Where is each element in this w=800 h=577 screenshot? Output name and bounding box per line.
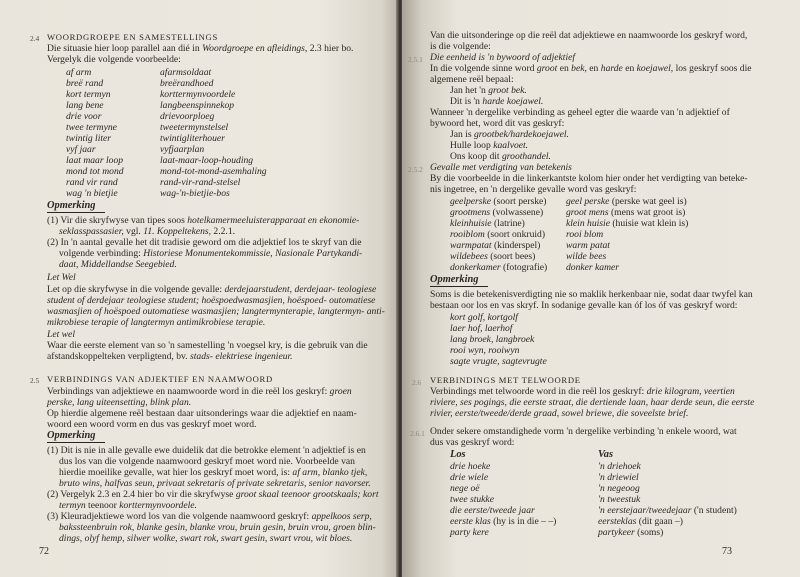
example-right: laat-maar-loop-houding [160,155,254,166]
example-left: drie wiele [450,472,489,483]
subsection-heading: Gevalle met verdigting van betekenis [430,162,572,173]
example-right: warm patat [566,240,610,251]
body-line: algemene reël bepaal: [430,74,514,85]
body-line: Verbindings van adjektiewe en naamwoorde word in die reël los geskryf: groen [47,386,352,397]
example-left: warmpatat (kinderspel) [450,240,541,251]
example-left: geelperske (soort perske) [450,196,547,207]
example-left: eerste klas (hy is in die – –) [450,516,557,527]
example-left: grootmens (volwassene) [450,207,544,218]
section-heading: WOORDGROEPE EN SAMESTELLINGS [47,32,218,42]
example-left: drie hoeke [450,461,491,472]
note-line: hierdie moeilike gevalle, wat hier los geskryf moet word, is: af arm, blanko tjek, [59,467,368,478]
example-left: lang bene [66,100,104,111]
note-line: (1) Dit is nie in alle gevalle ewe duidelik dat die betrokke element 'n adjektief is en [47,445,366,456]
example-right: klein huisie (huisie wat klein is) [566,218,689,229]
column-header-vas: Vas [598,449,614,460]
example-sentence: Dit is 'n harde koejawel. [450,96,544,107]
example-right: donker kamer [566,262,620,273]
section-number: 2.5.1 [408,55,423,64]
body-line: student of derdejaar teologiese student; hoëspoedwasmasjien, hoëspoed- outomatiese [47,295,376,306]
example-left: wildebees (soort bees) [450,251,536,262]
body-line: mikrobiese terapie of langtermyn antimikrobiese terapie. [47,317,266,328]
note-line: daat, Middellandse Seegebied. [59,259,177,270]
opmerking-heading: Opmerking [47,430,96,441]
heading-underline [430,286,488,287]
example-right: 'n negeoog [598,483,640,494]
list-item: laer hof, laerhof [450,323,513,334]
note-line: (2) In 'n aantal gevalle het dit tradisie geword om die adjektief los te skryf van die [47,237,362,248]
example-left: wag 'n bietjie [66,188,118,199]
body-line: is die volgende: [430,41,491,52]
opmerking-heading: Opmerking [47,200,96,211]
body-line: perske, lang uiteensetting, blink plan. [47,397,192,408]
heading-underline [47,442,105,443]
note-line: (1) Vir die skryfwyse van tipes soos hotelkamermeeluisterapparaat en ekonomie- [47,215,360,226]
note-line: volgende verbinding: Historiese Monumentekommissie, Nasionale Partykandi- [59,248,363,259]
body-line: Van die uitsonderinge op die reël dat adjektiewe en naamwoorde los geskryf word, [430,30,748,41]
body-line: Die situasie hier loop parallel aan dié in Woordgroepe en afleidings, 2.3 hier bo. [47,43,354,54]
body-line: bestaan oor los en vas skryf. In sodanige gevalle kan óf los óf vas geskryf word: [430,300,738,311]
body-line: Verbindings met telwoorde word in die reël los geskryf: drie kilogram, veertien [430,386,735,397]
example-right: afarmsoldaat [160,67,212,78]
note-line: termyn teenoor korttermynvoordele. [59,500,197,511]
let-wel-heading: Let Wel [47,272,76,283]
subsection-heading: Die eenheid is 'n bywoord of adjektief [430,52,576,63]
body-line: nis ingetree, en 'n dergelike gevalle word vas geskryf: [430,184,637,195]
list-item: rooi wyn, rooiwyn [450,345,520,356]
section-number: 2.6.1 [410,429,425,438]
example-right: mond-tot-mond-asemhaling [160,166,267,177]
right-page [402,0,800,577]
page-number: 72 [39,546,49,557]
example-sentence: Jan is grootbek/hardekoejawel. [450,129,569,140]
example-left: rand vir rand [66,177,118,188]
body-line: By die voorbeelde in die linkerkantste kolom hier onder het verdigting van beteke- [430,173,748,184]
example-left: vyf jaar [66,144,96,155]
body-line: wasmasjien of hoëspoed outomatiese wasmasjien; langtermynterapie, langtermyn- anti- [47,306,385,317]
page-number: 73 [722,546,732,557]
body-line: Waar die eerste element van so 'n samestelling 'n voegsel kry, is die gebruik van die [47,340,368,351]
example-right: groot mens (mens wat groot is) [566,207,686,218]
example-right: wag-'n-bietjie-bos [160,188,230,199]
body-line: Onder sekere omstandighede vorm 'n dergelike verbinding 'n enkele woord, wat [430,426,737,437]
example-left: rooiblom (soort onkruid) [450,229,546,240]
body-line: dus vas geskryf word: [430,437,515,448]
note-line: bakssteenbruin rok, blanke gesin, blanke vrou, bruin gesin, bruin vrou, groen blin- [59,522,376,533]
note-line: (2) Vergelyk 2.3 en 2.4 hier bo vir die skryfwyse groot skaal teenoor grootskaals; kort [47,489,379,500]
example-right: rooi blom [566,229,604,240]
body-line: woord een woord vorm en dus vas geskryf moet word. [47,419,257,430]
example-right: vyfjaarplan [160,144,205,155]
body-line: bywoord het, word dit vas geskryf: [430,118,565,129]
body-line: afstandskoppelteken verpligtend, bv. stads- elektriese ingenieur. [47,351,293,362]
example-right: partykeer (soms) [598,527,664,538]
example-sentence: Jan het 'n groot bek. [450,85,527,96]
example-left: drie voor [66,111,102,122]
example-right: twintigliterhouer [160,133,225,144]
example-left: donkerkamer (fotografie) [450,262,548,273]
example-right: breërandhoed [160,78,214,89]
example-right: langbeenspinnekop [160,100,235,111]
example-right: wilde bees [566,251,607,262]
example-left: breë rand [66,78,104,89]
list-item: lang broek, langbroek [450,334,535,345]
example-sentence: Ons koop dit groothandel. [450,151,551,162]
list-item: kort golf, kortgolf [450,312,518,323]
example-left: twintig liter [66,133,112,144]
note-line: bruto wins, halfvas seun, privaat sekretaris of private sekretaris, senior navorser. [59,478,371,489]
example-right: drievoorploeg [160,111,215,122]
example-left: af arm [66,67,92,78]
left-page [0,0,398,577]
note-line: (3) Kleuradjektiewe word los van die volgende naamwoord geskryf: appelkoos serp, [47,511,372,522]
example-left: nege oë [450,483,480,494]
section-number: 2.4 [30,34,40,43]
example-left: twee stukke [450,494,494,505]
note-line: dus los van die volgende naamwoord geskryf moet word nie. Voorbeelde van [59,456,355,467]
body-line: Wanneer 'n dergelike verbinding as geheel egter die waarde van 'n adjektief of [430,107,730,118]
section-number: 2.5 [30,376,40,385]
example-right: rand-vir-rand-stelsel [160,177,241,188]
body-line: riviere, ses pogings, die eerste straat, die dertiende laan, haar derde seun, die eerste [430,397,755,408]
example-left: laat maar loop [66,155,124,166]
body-line: Let op die skryfwyse in die volgende gevalle: derdejaarstudent, derdejaar- teologiese [47,284,377,295]
column-header-los: Los [450,449,466,460]
let-wel-heading: Let wel [47,329,75,340]
note-line: seklasspassasier, vgl. 11. Koppeltekens, 2.2.1. [59,226,236,237]
example-right: 'n driehoek [598,461,641,472]
example-right: tweetermynstelsel [160,122,229,133]
body-line: Op hierdie algemene reël bestaan daar uitsonderings waar die adjektief en naam- [47,408,357,419]
example-left: mond tot mond [66,166,124,177]
opmerking-heading: Opmerking [430,274,479,285]
section-heading: VERBINDINGS MET TELWOORDE [430,375,581,385]
example-left: die eerste/tweede jaar [450,505,535,516]
example-right: 'n driewiel [598,472,639,483]
body-line: rivier, eerste/tweede/derde graad, sowel briewe, die soveelste brief. [430,408,689,419]
section-heading: VERBINDINGS VAN ADJEKTIEF EN NAAMWOORD [47,374,273,384]
section-number: 2.6 [412,378,422,387]
body-line: Soms is die betekenisverdigting nie so maklik herkenbaar nie, sodat daar twyfel kan [430,289,753,300]
heading-underline [47,212,105,213]
example-right: 'n eerstejaar/tweedejaar ('n student) [598,505,737,516]
example-left: kort termyn [66,89,111,100]
body-line: In die volgende sinne word groot en bek, en harde en koejawel, los geskryf soos die [430,63,752,74]
example-left: kleinhuisie (latrine) [450,218,525,229]
section-number: 2.5.2 [408,165,423,174]
example-right: 'n tweestuk [598,494,641,505]
example-left: twee termyne [66,122,117,133]
list-item: sagte vrugte, sagtevrugte [450,356,547,367]
example-right: korttermynvoordele [160,89,236,100]
example-sentence: Hulle loop kaalvoet. [450,140,529,151]
example-right: geel perske (perske wat geel is) [566,196,687,207]
example-right: eersteklas (dit gaan –) [598,516,683,527]
example-left: party kere [450,527,489,538]
note-line: dings, olyf hemp, silwer wolke, swart rok, swart gesin, swart vrou, wit bloes. [59,533,353,544]
body-line: Vergelyk die volgende voorbeelde: [47,54,181,65]
